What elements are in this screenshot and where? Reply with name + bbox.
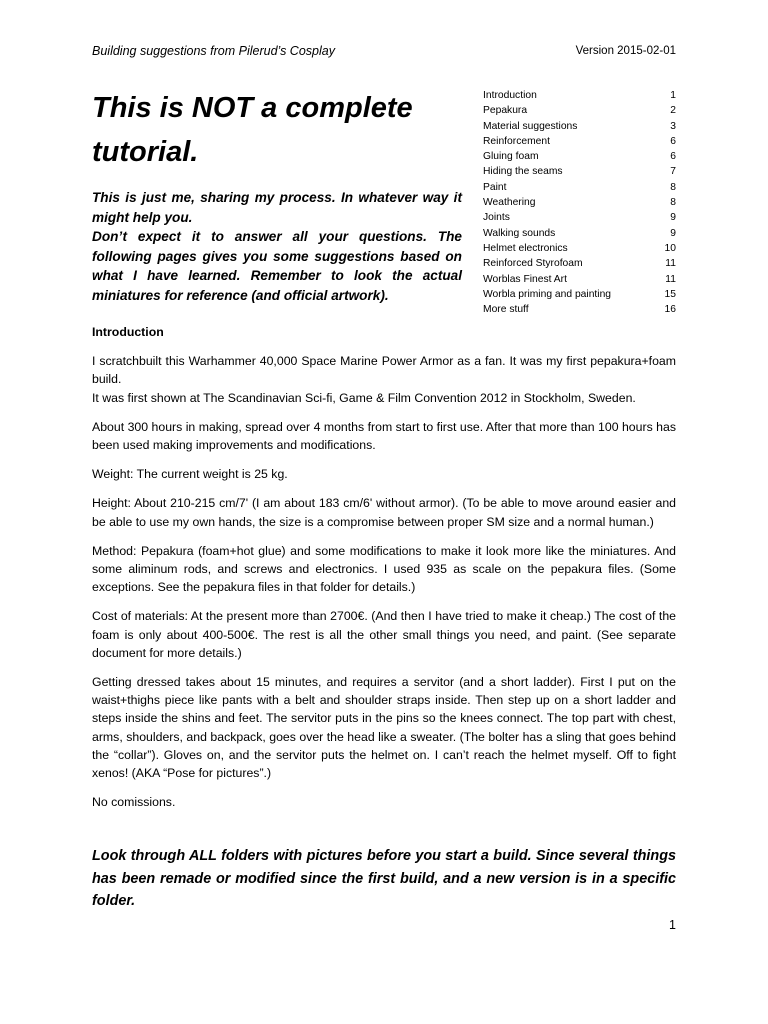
toc-entry[interactable] <box>483 272 676 287</box>
toc-page: 9 <box>670 227 676 239</box>
toc-entry[interactable] <box>483 302 676 317</box>
toc-label: Reinforced Styrofoam <box>483 258 583 270</box>
toc-page: 9 <box>670 212 676 224</box>
toc-label: Weathering <box>483 197 536 209</box>
toc-entry[interactable] <box>483 134 676 149</box>
toc-entry[interactable] <box>483 241 676 256</box>
toc-label: Material suggestions <box>483 120 578 132</box>
intro-paragraph: This is just me, sharing my process. In whatever way it might help you. <box>92 190 462 225</box>
toc-entry[interactable] <box>483 287 676 302</box>
toc-page: 6 <box>670 151 676 163</box>
toc-entry[interactable] <box>483 164 676 179</box>
toc-entry[interactable] <box>483 256 676 271</box>
toc-label: Walking sounds <box>483 227 556 239</box>
toc-label: Paint <box>483 181 507 193</box>
toc-label: Introduction <box>483 90 537 101</box>
toc-page: 2 <box>670 105 676 117</box>
toc-entry[interactable] <box>483 180 676 195</box>
closing-note: Look through ALL folders with pictures before you start a build. Since several things has been remade or modified since the first build, and a new version is in a specific folder. <box>92 848 676 909</box>
body-text <box>92 323 676 822</box>
toc-page: 10 <box>664 242 676 254</box>
intro-paragraph: Don’t expect it to answer all your questions. The following pages gives you some suggestions based on what I have learned. Remember to look the actual miniatures for reference (and official artwork). <box>92 229 462 303</box>
page-number: 1 <box>669 918 676 932</box>
body-paragraph: Method: Pepakura (foam+hot glue) and some modifications to make it look more like the miniatures. And some aliminum rods, and screws and electronics. I used 935 as scale on the pepakura files. (Some exceptions. See the pepakura files in that folder for details.) <box>92 543 676 595</box>
table-of-contents <box>483 88 676 317</box>
toc-page: 7 <box>670 166 676 178</box>
header-title: Building suggestions from Pilerud’s Cosplay <box>92 44 335 58</box>
toc-label: Pepakura <box>483 105 528 117</box>
toc-entry[interactable] <box>483 195 676 210</box>
toc-label: More stuff <box>483 304 529 316</box>
section-heading: Introduction <box>92 325 164 339</box>
toc-page: 15 <box>664 288 676 300</box>
body-paragraph: Getting dressed takes about 15 minutes, and requires a servitor (and a short ladder). First I put on the waist+thighs piece like pants with a belt and shoulder straps inside. Then step up on a short ladder and steps inside the shins and feet. The servitor puts in the pins so the knees connect. The top part with chest, arms, shoulders, and backpack, goes over the head like a sweater. (The bolter has a sling that goes behind the “collar”). Gloves on, and the servitor puts the helmet on. I can’t reach the helmet myself. Off to fight xenos! (AKA “Pose for pictures”.) <box>92 675 676 781</box>
toc-page: 1 <box>670 90 676 101</box>
body-paragraph: It was first shown at The Scandinavian Sci-fi, Game & Film Convention 2012 in Stockholm, Sweden. <box>92 390 636 405</box>
toc-page: 8 <box>670 197 676 209</box>
toc-label: Reinforcement <box>483 135 550 147</box>
toc-entry[interactable] <box>483 226 676 241</box>
toc-entry[interactable] <box>483 103 676 118</box>
toc-page: 6 <box>670 135 676 147</box>
toc-page: 3 <box>670 120 676 132</box>
toc-label: Hiding the seams <box>483 166 563 178</box>
toc-page: 8 <box>670 181 676 193</box>
body-paragraph: Cost of materials: At the present more than 2700€. (And then I have tried to make it cheap.) The cost of the foam is only about 400-500€. The rest is all the other small things you need, and paint. (See separate document for more details.) <box>92 609 676 660</box>
body-paragraph: I scratchbuilt this Warhammer 40,000 Space Marine Power Armor as a fan. It was my first pepakura+foam build. <box>92 354 676 387</box>
toc-entry[interactable] <box>483 210 676 225</box>
toc-label: Worblas Finest Art <box>483 273 567 285</box>
toc-page: 11 <box>665 273 676 285</box>
toc-label: Joints <box>483 212 510 224</box>
toc-page: 16 <box>664 304 676 316</box>
toc-label: Helmet electronics <box>483 242 568 254</box>
toc-entry[interactable] <box>483 119 676 134</box>
intro-statement <box>92 188 462 305</box>
body-paragraph: About 300 hours in making, spread over 4 months from start to first use. After that more than 100 hours has been used making improvements and modifications. <box>92 419 676 453</box>
toc-label: Gluing foam <box>483 151 539 163</box>
body-paragraph: Weight: The current weight is 25 kg. <box>92 467 288 482</box>
body-paragraph: No comissions. <box>92 795 176 810</box>
body-paragraph: Height: About 210-215 cm/7' (I am about 183 cm/6' without armor). (To be able to move around easier and be able to use my own hands, the size is a compromise between proper SM size and a normal human.) <box>92 496 676 529</box>
header-version: Version 2015-02-01 <box>575 45 676 57</box>
toc-entry[interactable] <box>483 149 676 164</box>
toc-entry[interactable] <box>483 88 676 103</box>
toc-label: Worbla priming and painting <box>483 288 612 300</box>
toc-page: 11 <box>665 258 676 270</box>
page-title: This is NOT a complete tutorial. <box>92 92 413 168</box>
